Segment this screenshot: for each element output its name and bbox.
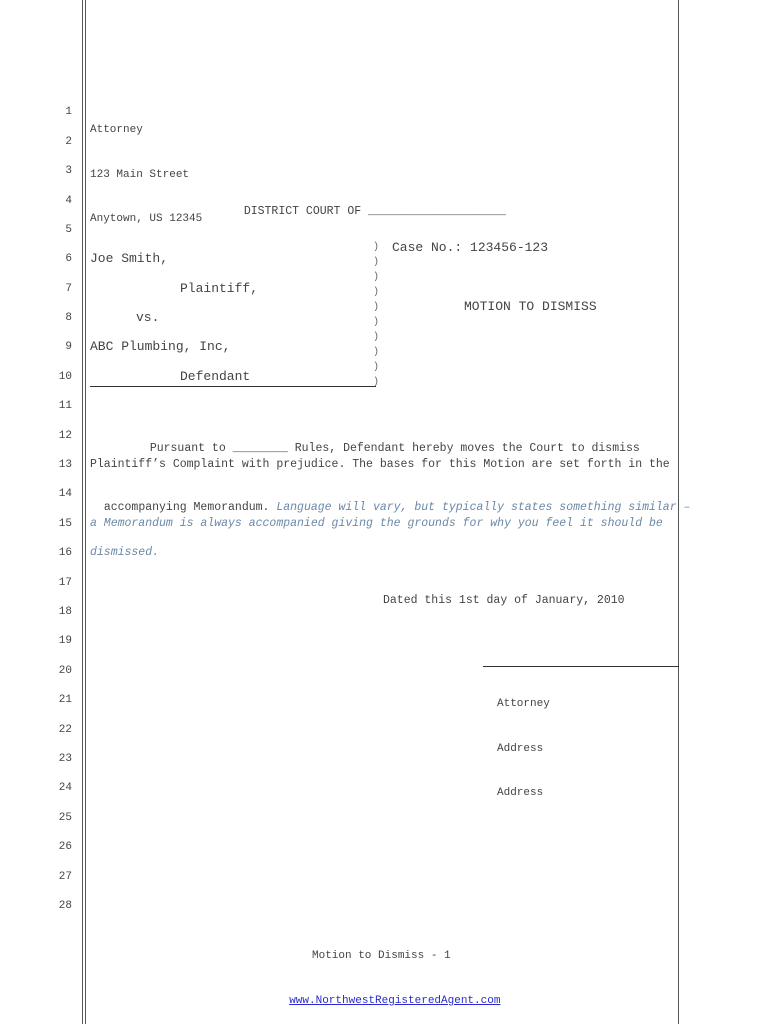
line-number: 15 <box>58 518 72 530</box>
line-number: 19 <box>58 635 72 647</box>
versus: vs. <box>136 310 160 325</box>
signature-line <box>483 666 679 667</box>
caption-paren: ) <box>373 257 380 268</box>
signature-address-1: Address <box>497 742 544 755</box>
line-number: 21 <box>58 694 72 706</box>
line-number: 20 <box>58 665 72 677</box>
line-number: 8 <box>65 312 72 324</box>
line-number: 10 <box>58 371 72 383</box>
left-margin-rule-1 <box>82 0 83 1024</box>
document-title: MOTION TO DISMISS <box>464 299 597 314</box>
court-heading <box>230 192 506 218</box>
court-label: DISTRICT COURT OF <box>243 205 362 218</box>
signature-block <box>497 668 550 815</box>
body-line-3: accompanying Memorandum. Language will vary, but typically states something similar – <box>103 501 691 514</box>
signature-address-2: Address <box>497 786 544 799</box>
website-link[interactable]: www.NorthwestRegisteredAgent.com <box>289 994 501 1007</box>
caption-paren: ) <box>373 272 380 283</box>
caption-paren: ) <box>373 287 380 298</box>
caption-paren: ) <box>373 242 380 253</box>
line-number: 3 <box>65 165 72 177</box>
body-line-2: Plaintiff’s Complaint with prejudice. The bases for this Motion are set forth in the <box>90 458 670 471</box>
line-number: 2 <box>65 136 72 148</box>
line-number: 24 <box>58 782 72 794</box>
line-number: 6 <box>65 253 72 265</box>
caption-paren: ) <box>373 302 380 313</box>
caption-underline <box>90 386 376 387</box>
body-line-1: Pursuant to ________ Rules, Defendant hereby moves the Court to dismiss <box>149 442 640 455</box>
line-number: 16 <box>58 547 72 559</box>
attorney-name: Attorney <box>90 124 143 137</box>
attorney-block <box>90 94 202 241</box>
caption-paren: ) <box>373 377 380 388</box>
footer-link-wrap <box>276 979 500 1008</box>
caption-paren: ) <box>373 332 380 343</box>
attorney-city: Anytown, US 12345 <box>90 212 203 225</box>
rules-blank: ________ <box>232 442 288 455</box>
line-number: 5 <box>65 224 72 236</box>
attorney-street: 123 Main Street <box>90 168 190 181</box>
line-number: 26 <box>58 841 72 853</box>
line-number: 23 <box>58 753 72 765</box>
line-number: 22 <box>58 724 72 736</box>
line-number: 27 <box>58 871 72 883</box>
caption-paren: ) <box>373 347 380 358</box>
line-number: 1 <box>65 106 72 118</box>
plaintiff-role: Plaintiff, <box>180 281 259 296</box>
page-footer: Motion to Dismiss - 1 <box>312 950 451 962</box>
line-number: 17 <box>58 577 72 589</box>
case-number: Case No.: 123456-123 <box>392 240 549 255</box>
line-number: 18 <box>58 606 72 618</box>
signature-attorney: Attorney <box>497 698 550 711</box>
defendant-role: Defendant <box>180 369 251 384</box>
line-number: 28 <box>58 900 72 912</box>
line-number: 9 <box>65 341 72 353</box>
dated-line: Dated this 1st day of January, 2010 <box>383 594 625 607</box>
left-margin-rule-2 <box>85 0 86 1024</box>
court-blank: ____________________ <box>368 205 507 218</box>
line-number: 4 <box>65 195 72 207</box>
plaintiff-name: Joe Smith, <box>90 251 169 266</box>
body-line-4: a Memorandum is always accompanied giving the grounds for why you feel it should be <box>90 517 663 530</box>
instruction-note: Language will vary, but typically states something similar – <box>276 501 691 514</box>
line-number: 25 <box>58 812 72 824</box>
defendant-name: ABC Plumbing, Inc, <box>90 339 231 354</box>
caption-paren: ) <box>373 317 380 328</box>
line-number: 12 <box>58 430 72 442</box>
line-number: 13 <box>58 459 72 471</box>
line-number: 14 <box>58 488 72 500</box>
line-number: 11 <box>58 400 72 412</box>
caption-paren: ) <box>373 362 380 373</box>
line-number: 7 <box>65 283 72 295</box>
body-line-5: dismissed. <box>90 546 160 559</box>
